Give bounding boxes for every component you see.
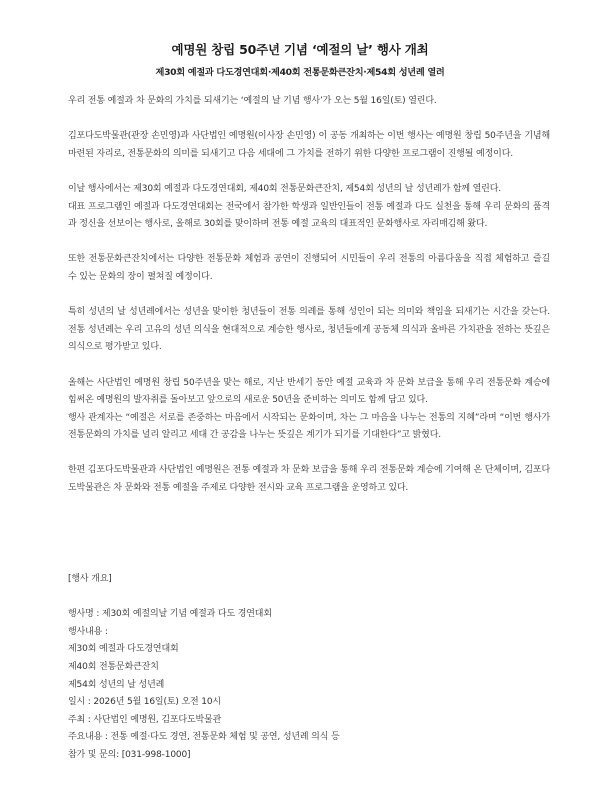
paragraph-festival: 또한 전통문화큰잔치에서는 다양한 전통문화 체험과 공연이 진행되어 시민들이 우리 전통의 아름다움을 직접 체험하고 즐길 수 있는 문화의 장이 펼쳐질 예정이다. (68, 254, 550, 282)
overview-line-contest: 제30회 예절과 다도경연대회 (68, 644, 179, 655)
overview-line-datetime: 일시 : 2026년 5월 16일(토) 오전 10시 (68, 697, 221, 708)
paragraph-organizers: 김포다도박물관(관장 손민영)과 사단법인 예명원(이사장 손민영) 이 공동 개최하는 이번 행사는 예명원 창립 50주년을 기념해 마련된 자리로, 전통문화의 의미를 되새기고 다음 세대에 그 가치를 전하기 위한 다양한 프로그램이 진행될 예정이다. (68, 131, 550, 159)
overview-heading: [행사 개요] (68, 574, 112, 584)
paragraph-closing: 한편 김포다도박물관과 사단법인 예명원은 전통 예절과 차 문화 보급을 통해 우리 전통문화 계승에 기여해 온 단체이며, 김포다도박물관은 차 문화와 전통 예절을 주제로 다양한 전시와 교육 프로그램을 운영하고 있다. (68, 465, 550, 494)
overview-line-coming-of-age: 제54회 성년의 날 성년례 (68, 679, 165, 690)
paragraph-anniversary: 올해는 사단법인 예명원 창립 50주년을 맞는 해로, 지난 반세기 동안 예절 교육과 차 문화 보급을 통해 우리 전통문화 계승에 힘써온 예명원의 발자취를 돌아보고 앞으로의 새로운 50년을 준비하는 의미도 함께 담고 있다. (68, 377, 550, 406)
overview-line-contact: 참가 및 문의: [031-998-1000] (68, 749, 191, 760)
overview-line-main-content: 주요내용 : 전통 예절·다도 경연, 전통문화 체험 및 공연, 성년례 의식 등 (68, 732, 340, 743)
paragraph-coming-of-age: 특히 성년의 날 성년례에서는 성년을 맞이한 청년들이 전통 의례를 통해 성인이 되는 의미와 책임을 되새기는 시간을 갖는다. 전통 성년례는 우리 고유의 성년 의식을 현대적으로 계승한 행사로, 청년들에게 공동체 의식과 올바른 가치관을 전하는 뜻깊은 의식으로 평가받고 있다. (68, 307, 550, 353)
document-subtitle: 제30회 예절과 다도경연대회·제40회 전통문화큰잔치·제54회 성년례 열려 (155, 67, 445, 78)
overview-line-festival: 제40회 전통문화큰잔치 (68, 661, 159, 672)
paragraph-intro: 우리 전통 예절과 차 문화의 가치를 되새기는 ‘예절의 날 기념 행사’가 오는 5월 16일(토) 열린다. (68, 96, 437, 106)
document-title: 예명원 창립 50주년 기념 ‘예절의 날’ 행사 개최 (171, 42, 429, 57)
paragraph-contest: 대표 프로그램인 예절과 다도경연대회는 전국에서 참가한 학생과 일반인들이 전통 예절과 다도 실천을 통해 우리 문화의 품격과 정신을 선보이는 행사로, 올해로 30회를 맞이하며 전통 예절 교육의 대표적인 문화행사로 자리매김해 왔다. (68, 201, 550, 230)
overview-line-host: 주최 : 사단법인 예명원, 김포다도박물관 (68, 714, 222, 725)
article-body (68, 93, 550, 515)
overview-line-event-name: 행사명 : 제30회 예절의날 기념 예절과 다도 경연대회 (68, 609, 272, 620)
event-overview (68, 571, 550, 765)
paragraph-quote: 행사 관계자는 “예절은 서로를 존중하는 마음에서 시작되는 문화이며, 차는 그 마음을 나누는 전통의 지혜”라며 “이번 행사가 전통문화의 가치를 널리 알리고 세대 간 공감을 나누는 뜻깊은 계기가 되기를 기대한다”고 밝혔다. (68, 412, 550, 441)
paragraph-events: 이날 행사에서는 제30회 예절과 다도경연대회, 제40회 전통문화큰잔치, 제54회 성년의 날 성년례가 함께 열린다. (68, 183, 501, 194)
overview-line-contents-label: 행사내용 : (68, 626, 108, 637)
overview-list (68, 606, 550, 764)
